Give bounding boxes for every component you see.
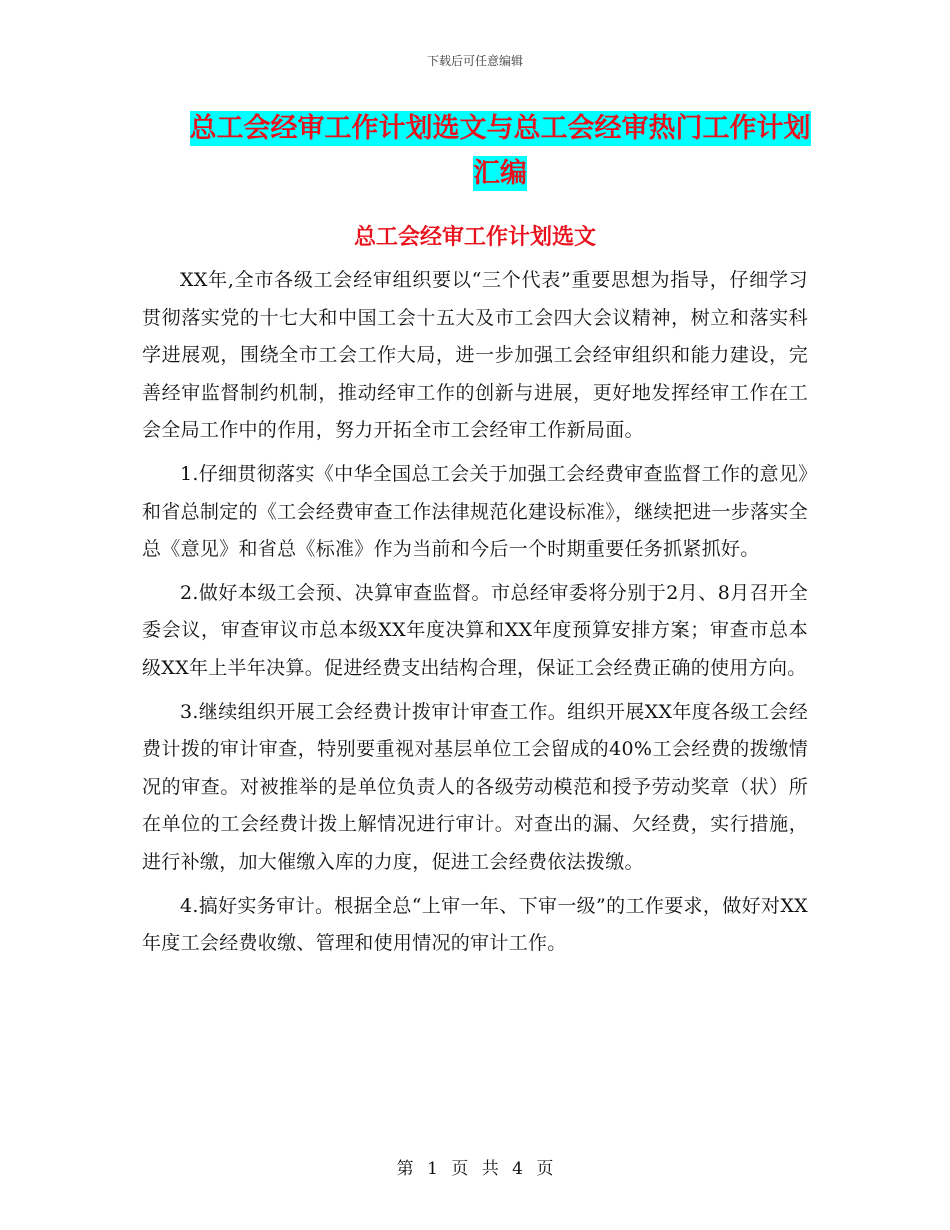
paragraph: 3.继续组织开展工会经费计拨审计审查工作。组织开展XX年度各级工会经费计拨的审计审查，特别要重视对基层单位工会留成的40%工会经费的拨缴情况的审查。对被推举的是单位负责人的各级劳动模范和授予劳动奖章（状）所在单位的工会经费计拨上解情况进行审计。对查出的漏、欠经费，实行措施，进行补缴，加大催缴入库的力度，促进工会经费依法拨缴。	[142, 700, 808, 873]
section-title: 总工会经审工作计划选文	[353, 225, 596, 250]
paragraph: 2.做好本级工会预、决算审查监督。市总经审委将分别于2月、8月召开全委会议，审查审议市总本级XX年度决算和XX年度预算安排方案；审查市总本级XX年上半年决算。促进经费支出结构合理，保证工会经费正确的使用方向。	[142, 581, 808, 679]
document-body	[142, 262, 808, 969]
page-footer: 第 1 页 共 4 页	[396, 1159, 554, 1179]
paragraph: 1.仔细贯彻落实《中华全国总工会关于加强工会经费审查监督工作的意见》和省总制定的《工会经费审查工作法律规范化建设标准》，继续把进一步落实全总《意见》和省总《标准》作为当前和今后一个时期重要任务抓紧抓好。	[142, 462, 809, 561]
paragraph: 4.搞好实务审计。根据全总“上审一年、下审一级”的工作要求，做好对XX年度工会经费收缴、管理和使用情况的审计工作。	[142, 894, 808, 955]
document-title	[150, 106, 850, 196]
header-note: 下载后可任意编辑	[426, 54, 523, 68]
paragraph: XX年,全市各级工会经审组织要以“三个代表”重要思想为指导，仔细学习贯彻落实党的十七大和中国工会十五大及市工会四大会议精神，树立和落实科学进展观，围绕全市工会工作大局，进一步加强工会经审组织和能力建设，完善经审监督制约机制，推动经审工作的创新与进展，更好地发挥经审工作在工会全局工作中的作用，努力开拓全市工会经审工作新局面。	[142, 269, 808, 442]
title-line-2: 汇编	[473, 158, 527, 189]
title-line-1: 总工会经审工作计划选文与总工会经审热门工作计划	[189, 113, 811, 144]
